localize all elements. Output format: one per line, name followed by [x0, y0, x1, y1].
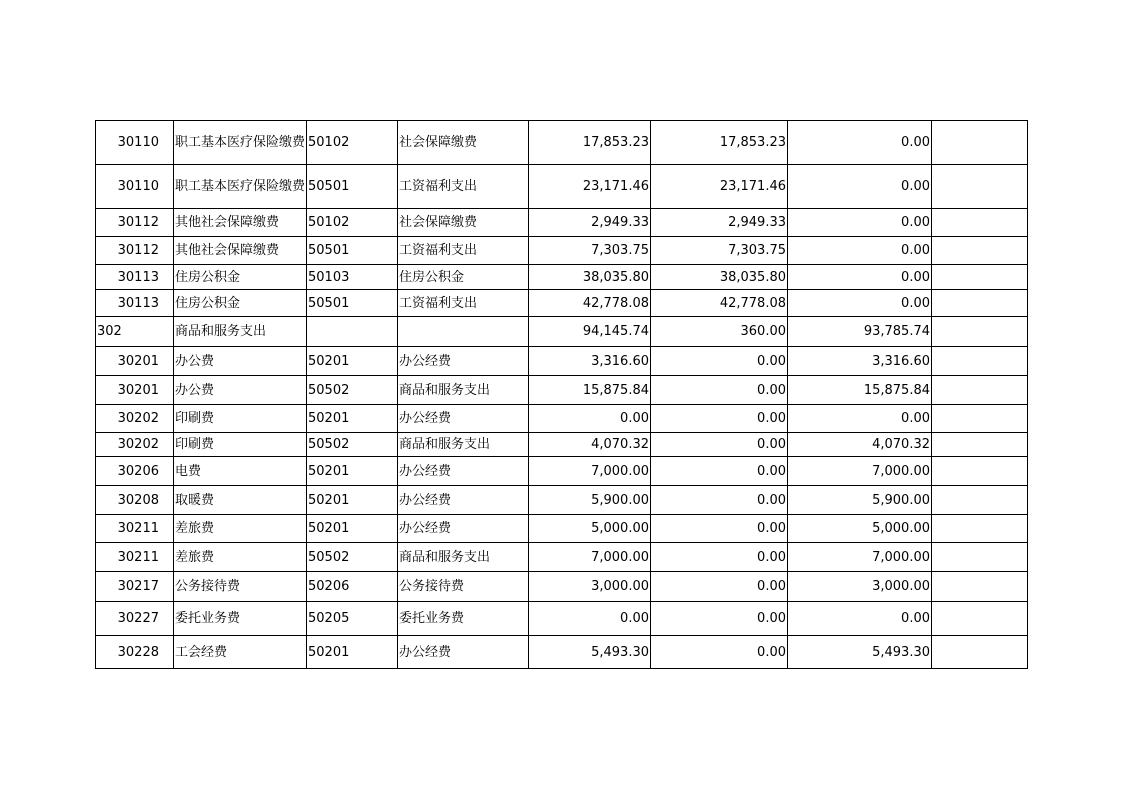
subject-name-cell: 电费	[174, 457, 307, 486]
econ-code-cell: 50501	[307, 237, 398, 265]
basic-expense-cell: 0.00	[651, 515, 788, 543]
total-amount-cell: 3,000.00	[529, 572, 651, 602]
extra-cell	[932, 572, 1028, 602]
total-amount-cell: 17,853.23	[529, 121, 651, 165]
extra-cell	[932, 636, 1028, 669]
subject-code-cell: 30202	[96, 405, 174, 433]
basic-expense-cell: 0.00	[651, 543, 788, 572]
extra-cell	[932, 515, 1028, 543]
total-amount-cell: 94,145.74	[529, 317, 651, 347]
table-row	[96, 543, 1028, 572]
table-row	[96, 376, 1028, 405]
basic-expense-cell: 7,303.75	[651, 237, 788, 265]
econ-name-cell: 住房公积金	[398, 265, 529, 290]
table-row	[96, 405, 1028, 433]
subject-code-cell: 30208	[96, 486, 174, 515]
econ-code-cell: 50205	[307, 602, 398, 636]
table-row	[96, 317, 1028, 347]
table-row	[96, 237, 1028, 265]
subject-code-cell: 30211	[96, 515, 174, 543]
total-amount-cell: 15,875.84	[529, 376, 651, 405]
table-row	[96, 165, 1028, 209]
project-expense-cell: 0.00	[788, 290, 932, 317]
project-expense-cell: 0.00	[788, 209, 932, 237]
econ-code-cell: 50102	[307, 121, 398, 165]
econ-code-cell: 50201	[307, 515, 398, 543]
econ-name-cell: 办公经费	[398, 347, 529, 376]
project-expense-cell: 5,900.00	[788, 486, 932, 515]
basic-expense-cell: 0.00	[651, 602, 788, 636]
project-expense-cell: 0.00	[788, 237, 932, 265]
subject-code-cell: 30110	[96, 121, 174, 165]
total-amount-cell: 7,000.00	[529, 543, 651, 572]
subject-name-cell: 住房公积金	[174, 290, 307, 317]
subject-name-cell: 工会经费	[174, 636, 307, 669]
subject-code-cell: 30202	[96, 433, 174, 457]
total-amount-cell: 4,070.32	[529, 433, 651, 457]
extra-cell	[932, 457, 1028, 486]
project-expense-cell: 15,875.84	[788, 376, 932, 405]
econ-code-cell: 50502	[307, 433, 398, 457]
econ-name-cell: 工资福利支出	[398, 165, 529, 209]
extra-cell	[932, 347, 1028, 376]
table-row	[96, 209, 1028, 237]
extra-cell	[932, 405, 1028, 433]
econ-code-cell: 50206	[307, 572, 398, 602]
extra-cell	[932, 237, 1028, 265]
econ-code-cell: 50502	[307, 543, 398, 572]
subject-name-cell: 其他社会保障缴费	[174, 209, 307, 237]
total-amount-cell: 38,035.80	[529, 265, 651, 290]
table-row	[96, 265, 1028, 290]
extra-cell	[932, 543, 1028, 572]
table-row	[96, 457, 1028, 486]
subject-name-cell: 公务接待费	[174, 572, 307, 602]
total-amount-cell: 42,778.08	[529, 290, 651, 317]
extra-cell	[932, 209, 1028, 237]
project-expense-cell: 4,070.32	[788, 433, 932, 457]
econ-name-cell: 公务接待费	[398, 572, 529, 602]
subject-name-cell: 取暖费	[174, 486, 307, 515]
basic-expense-cell: 2,949.33	[651, 209, 788, 237]
extra-cell	[932, 486, 1028, 515]
subject-name-cell: 差旅费	[174, 515, 307, 543]
econ-code-cell: 50103	[307, 265, 398, 290]
econ-code-cell: 50502	[307, 376, 398, 405]
project-expense-cell: 93,785.74	[788, 317, 932, 347]
total-amount-cell: 5,493.30	[529, 636, 651, 669]
subject-name-cell: 商品和服务支出	[174, 317, 307, 347]
econ-name-cell: 工资福利支出	[398, 237, 529, 265]
subject-code-cell: 30206	[96, 457, 174, 486]
econ-code-cell: 50201	[307, 405, 398, 433]
econ-name-cell: 工资福利支出	[398, 290, 529, 317]
total-amount-cell: 5,900.00	[529, 486, 651, 515]
subject-code-cell: 30201	[96, 347, 174, 376]
table-row	[96, 572, 1028, 602]
subject-code-cell: 30112	[96, 209, 174, 237]
subject-code-cell: 30113	[96, 265, 174, 290]
table-row	[96, 602, 1028, 636]
basic-expense-cell: 38,035.80	[651, 265, 788, 290]
subject-name-cell: 差旅费	[174, 543, 307, 572]
econ-name-cell: 办公经费	[398, 636, 529, 669]
econ-code-cell: 50201	[307, 347, 398, 376]
subject-name-cell: 其他社会保障缴费	[174, 237, 307, 265]
table-row	[96, 290, 1028, 317]
subject-name-cell: 委托业务费	[174, 602, 307, 636]
subject-name-cell: 印刷费	[174, 405, 307, 433]
econ-code-cell: 50501	[307, 165, 398, 209]
project-expense-cell: 0.00	[788, 265, 932, 290]
subject-code-cell: 30112	[96, 237, 174, 265]
subject-code-cell: 302	[96, 317, 174, 347]
subject-code-cell: 30201	[96, 376, 174, 405]
basic-expense-cell: 0.00	[651, 486, 788, 515]
econ-name-cell: 办公经费	[398, 405, 529, 433]
table-row	[96, 347, 1028, 376]
econ-name-cell: 社会保障缴费	[398, 121, 529, 165]
total-amount-cell: 0.00	[529, 405, 651, 433]
table-row	[96, 433, 1028, 457]
extra-cell	[932, 290, 1028, 317]
extra-cell	[932, 602, 1028, 636]
subject-name-cell: 职工基本医疗保险缴费	[174, 165, 307, 209]
econ-code-cell: 50501	[307, 290, 398, 317]
extra-cell	[932, 433, 1028, 457]
extra-cell	[932, 376, 1028, 405]
extra-cell	[932, 265, 1028, 290]
econ-code-cell: 50102	[307, 209, 398, 237]
total-amount-cell: 3,316.60	[529, 347, 651, 376]
basic-expense-cell: 0.00	[651, 636, 788, 669]
econ-name-cell	[398, 317, 529, 347]
extra-cell	[932, 121, 1028, 165]
basic-expense-cell: 360.00	[651, 317, 788, 347]
project-expense-cell: 3,000.00	[788, 572, 932, 602]
subject-name-cell: 职工基本医疗保险缴费	[174, 121, 307, 165]
project-expense-cell: 3,316.60	[788, 347, 932, 376]
subject-name-cell: 印刷费	[174, 433, 307, 457]
extra-cell	[932, 317, 1028, 347]
subject-code-cell: 30228	[96, 636, 174, 669]
table-row	[96, 121, 1028, 165]
basic-expense-cell: 0.00	[651, 433, 788, 457]
econ-name-cell: 商品和服务支出	[398, 543, 529, 572]
subject-name-cell: 住房公积金	[174, 265, 307, 290]
subject-code-cell: 30217	[96, 572, 174, 602]
basic-expense-cell: 17,853.23	[651, 121, 788, 165]
total-amount-cell: 7,303.75	[529, 237, 651, 265]
total-amount-cell: 23,171.46	[529, 165, 651, 209]
econ-code-cell: 50201	[307, 457, 398, 486]
extra-cell	[932, 165, 1028, 209]
econ-name-cell: 办公经费	[398, 515, 529, 543]
econ-name-cell: 商品和服务支出	[398, 376, 529, 405]
econ-name-cell: 办公经费	[398, 457, 529, 486]
econ-name-cell: 商品和服务支出	[398, 433, 529, 457]
total-amount-cell: 2,949.33	[529, 209, 651, 237]
basic-expense-cell: 0.00	[651, 347, 788, 376]
econ-name-cell: 委托业务费	[398, 602, 529, 636]
project-expense-cell: 5,493.30	[788, 636, 932, 669]
budget-table	[95, 120, 1028, 669]
basic-expense-cell: 0.00	[651, 572, 788, 602]
table-body	[96, 121, 1028, 669]
subject-code-cell: 30113	[96, 290, 174, 317]
project-expense-cell: 0.00	[788, 602, 932, 636]
total-amount-cell: 7,000.00	[529, 457, 651, 486]
basic-expense-cell: 0.00	[651, 405, 788, 433]
subject-code-cell: 30227	[96, 602, 174, 636]
econ-code-cell: 50201	[307, 636, 398, 669]
table-row	[96, 636, 1028, 669]
project-expense-cell: 0.00	[788, 405, 932, 433]
project-expense-cell: 0.00	[788, 165, 932, 209]
project-expense-cell: 5,000.00	[788, 515, 932, 543]
basic-expense-cell: 0.00	[651, 457, 788, 486]
basic-expense-cell: 0.00	[651, 376, 788, 405]
basic-expense-cell: 23,171.46	[651, 165, 788, 209]
project-expense-cell: 0.00	[788, 121, 932, 165]
subject-name-cell: 办公费	[174, 347, 307, 376]
table-row	[96, 515, 1028, 543]
table-row	[96, 486, 1028, 515]
subject-code-cell: 30211	[96, 543, 174, 572]
econ-code-cell: 50201	[307, 486, 398, 515]
project-expense-cell: 7,000.00	[788, 457, 932, 486]
subject-name-cell: 办公费	[174, 376, 307, 405]
basic-expense-cell: 42,778.08	[651, 290, 788, 317]
econ-name-cell: 社会保障缴费	[398, 209, 529, 237]
econ-code-cell	[307, 317, 398, 347]
total-amount-cell: 5,000.00	[529, 515, 651, 543]
econ-name-cell: 办公经费	[398, 486, 529, 515]
total-amount-cell: 0.00	[529, 602, 651, 636]
subject-code-cell: 30110	[96, 165, 174, 209]
project-expense-cell: 7,000.00	[788, 543, 932, 572]
